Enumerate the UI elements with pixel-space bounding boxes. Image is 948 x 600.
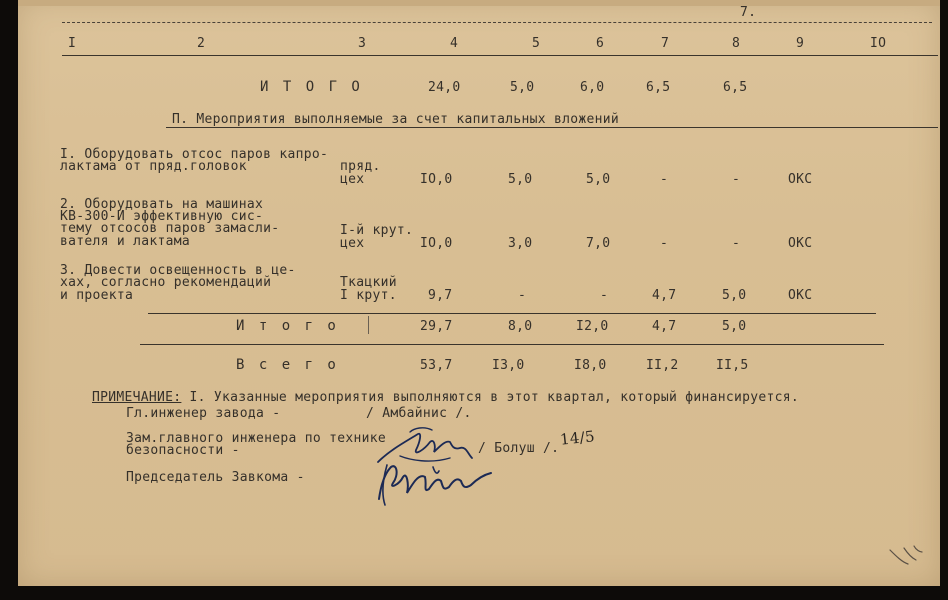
item-2-shop-line-1: I-й крут.: [340, 223, 414, 238]
item-3-desc-line-3: и проекта: [60, 288, 134, 303]
item-3-desc-line-1: 3. Довести освещенность в це-: [60, 263, 296, 278]
item-1-v5: 5,0: [508, 172, 533, 187]
note: [92, 391, 799, 404]
top-edge: [18, 0, 940, 6]
vsego-v4: 53,7: [420, 358, 453, 373]
col-header-6: 6: [596, 36, 605, 51]
itogo-rule: [148, 313, 876, 314]
chairman-signature: [373, 455, 523, 515]
deputy-name: / Болуш /.: [478, 441, 560, 456]
section-rule: [166, 127, 938, 128]
item-3-v8: 5,0: [722, 288, 747, 303]
itogo-label: И т о г о: [236, 318, 339, 334]
itogo-top-v6: 6,0: [580, 80, 605, 95]
chief-engineer-name: / Амбайнис /.: [366, 406, 472, 421]
item-2-desc-line-2: КВ-300-И эффективную сис-: [60, 209, 264, 224]
itogo-v6: I2,0: [576, 319, 609, 334]
note-label: ПРИМЕЧАНИЕ:: [92, 390, 182, 405]
col-header-4: 4: [450, 36, 459, 51]
col-header-3: 3: [358, 36, 367, 51]
chairman-title: Председатель Завкома -: [126, 470, 305, 485]
itogo-top-v4: 24,0: [428, 80, 461, 95]
header-rule: [62, 55, 938, 56]
item-1-v8: -: [732, 172, 741, 187]
item-3-v7: 4,7: [652, 288, 677, 303]
itogo-v8: 5,0: [722, 319, 747, 334]
document-page: [18, 0, 940, 586]
itogo-v5: 8,0: [508, 319, 533, 334]
item-2-desc-line-4: вателя и лактама: [60, 234, 191, 249]
note-text: I. Указанные мероприятия выполняются в этот квартал, который финансируется.: [181, 390, 800, 405]
itogo-separator: [368, 316, 369, 334]
item-1-desc-line-2: лактама от пряд.головок: [60, 159, 247, 174]
vsego-rule: [140, 344, 884, 345]
handwritten-date: 14/5: [559, 427, 596, 449]
col-header-10: IO: [870, 36, 887, 51]
section-title: П. Мероприятия выполняемые за счет капитальных вложений: [172, 112, 619, 127]
item-1-shop-line-2: цех: [340, 172, 365, 187]
vsego-v7: II,2: [646, 358, 679, 373]
item-3-desc-line-2: хах, согласно рекомендаций: [60, 275, 272, 290]
deputy-title-line-1: Зам.главного инженера по технике: [126, 431, 387, 446]
itogo-top-v7: 6,5: [646, 80, 671, 95]
vsego-v8: II,5: [716, 358, 749, 373]
item-3-v4: 9,7: [428, 288, 453, 303]
item-3-v9: ОКС: [788, 288, 813, 303]
item-2-desc-line-1: 2. Оборудовать на машинах: [60, 197, 264, 212]
item-1-v6: 5,0: [586, 172, 611, 187]
item-3-shop-line-2: I крут.: [340, 288, 397, 303]
item-3-shop-line-1: Ткацкий: [340, 275, 397, 290]
col-header-9: 9: [796, 36, 805, 51]
itogo-top-v5: 5,0: [510, 80, 535, 95]
col-header-8: 8: [732, 36, 741, 51]
item-2-v5: 3,0: [508, 236, 533, 251]
col-header-5: 5: [532, 36, 541, 51]
col-header-1: I: [68, 36, 77, 51]
item-3-v6: -: [600, 288, 609, 303]
deputy-title-line-2: безопасности -: [126, 443, 240, 458]
item-3-v5: -: [518, 288, 527, 303]
item-1-shop-line-1: пряд.: [340, 159, 381, 174]
item-2-shop-line-2: цех: [340, 236, 365, 251]
item-2-v4: IO,0: [420, 236, 453, 251]
top-dashed-line: [62, 22, 932, 23]
item-2-desc-line-3: тему отсосов паров замасли-: [60, 221, 280, 236]
item-2-v8: -: [732, 236, 741, 251]
itogo-top-v8: 6,5: [723, 80, 748, 95]
col-header-7: 7: [661, 36, 670, 51]
vsego-v5: I3,0: [492, 358, 525, 373]
col-header-2: 2: [197, 36, 206, 51]
vsego-v6: I8,0: [574, 358, 607, 373]
item-2-v7: -: [660, 236, 669, 251]
chief-engineer-title: Гл.инженер завода -: [126, 406, 281, 421]
itogo-v4: 29,7: [420, 319, 453, 334]
item-1-desc-line-1: I. Оборудовать отсос паров капро-: [60, 147, 329, 162]
item-2-v9: ОКС: [788, 236, 813, 251]
item-1-v9: ОКС: [788, 172, 813, 187]
vsego-label: В с е г о: [236, 357, 339, 373]
page-number: 7.: [740, 5, 757, 20]
itogo-top-label: И Т О Г О: [260, 79, 363, 95]
item-1-v4: IO,0: [420, 172, 453, 187]
corner-pencil-mark: [886, 540, 926, 570]
itogo-v7: 4,7: [652, 319, 677, 334]
item-2-v6: 7,0: [586, 236, 611, 251]
item-1-v7: -: [660, 172, 669, 187]
